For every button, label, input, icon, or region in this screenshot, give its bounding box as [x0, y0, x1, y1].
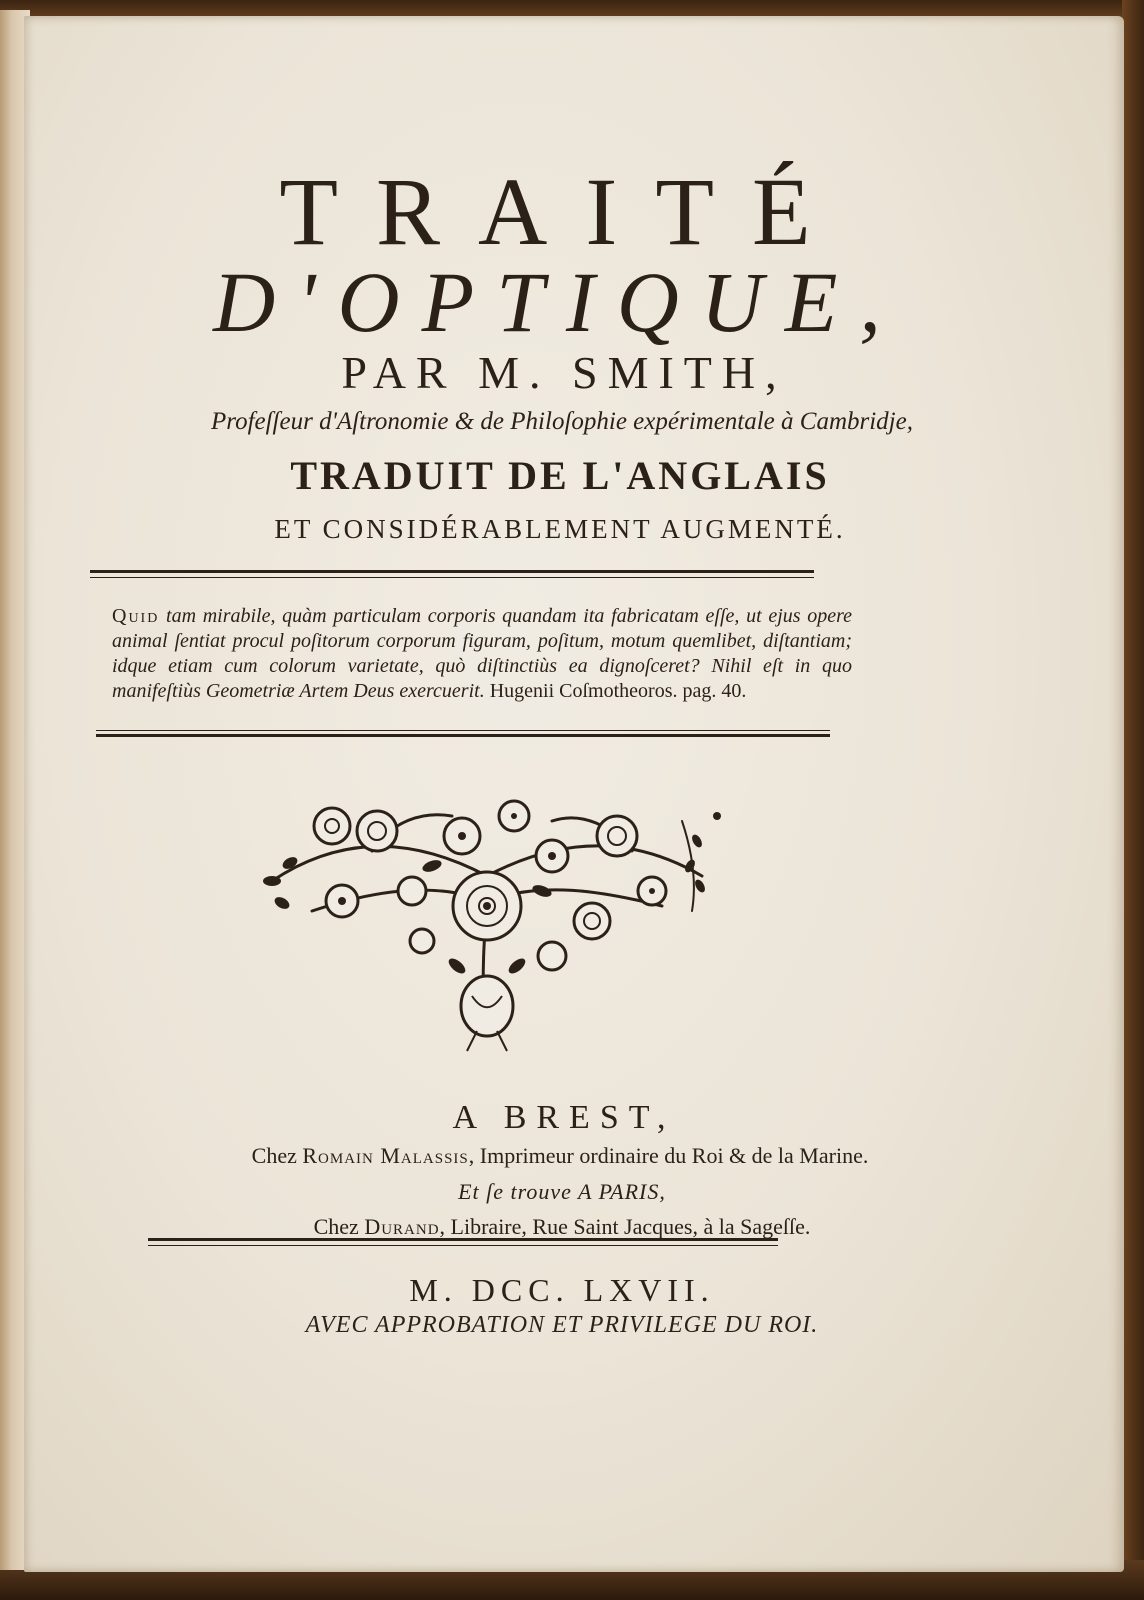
epigraph-text: tam mirabile, quàm particulam corporis quandam ita fabricatam eſſe, ut ejus opere animal ſentiat procul poſitorum corporum figuram, poſitum, motum quemlibet, diſtantiam; idque etiam cum colorum varietate, quò diſtinctiùs ea dignoſceret? Nihil eſt in quo manifeſtiùs Geometriæ Artem Deus exercuerit. [112, 605, 853, 702]
author-profession: Profeſſeur d'Aſtronomie & de Philoſophie expérimentale à Cambridje, [211, 408, 913, 435]
rule-mid-thin [96, 730, 830, 731]
imprint-paris: Et ſe trouve A PARIS, [458, 1179, 666, 1204]
printer-name: Romain Malassis [302, 1143, 469, 1168]
printer-suffix: , Imprimeur ordinaire du Roi & de la Marine. [468, 1143, 869, 1168]
epigraph-lead: Quid [112, 605, 160, 627]
rule-top-thick [90, 570, 814, 573]
imprint-city: A BREST, [452, 1099, 676, 1136]
author-line: PAR M. SMITH, [341, 347, 787, 398]
printer-prefix: Chez [251, 1143, 297, 1168]
bookseller-name: Durand [364, 1214, 440, 1239]
title-line-1: TRAITÉ [279, 158, 849, 265]
bookseller-prefix: Chez [313, 1214, 359, 1239]
imprint-bookseller [12, 1214, 1112, 1240]
epigraph-reference: Hugenii Coſmotheoros. pag. 40. [489, 680, 747, 702]
translation-note: TRADUIT DE L'ANGLAIS [290, 453, 830, 498]
publication-year: M. DCC. LXVII. [409, 1272, 715, 1308]
imprint-printer [10, 1143, 1110, 1169]
rule-bottom-thin [148, 1245, 778, 1246]
rule-mid-thick [96, 734, 830, 737]
royal-approbation: AVEC APPROBATION ET PRIVILEGE DU ROI. [305, 1312, 819, 1338]
rule-top-thin [90, 577, 814, 578]
title-line-2: D'OPTIQUE, [213, 254, 903, 350]
title-page [24, 16, 1124, 1572]
rule-bottom-thick [148, 1238, 778, 1241]
bookseller-suffix: , Libraire, Rue Saint Jacques, à la Sageſſe. [439, 1214, 811, 1239]
wood-background-right [1122, 0, 1144, 1600]
epigraph [112, 604, 852, 704]
floral-vignette-ornament [252, 781, 722, 1061]
augmentation-note: ET CONSIDÉRABLEMENT AUGMENTÉ. [274, 514, 846, 544]
